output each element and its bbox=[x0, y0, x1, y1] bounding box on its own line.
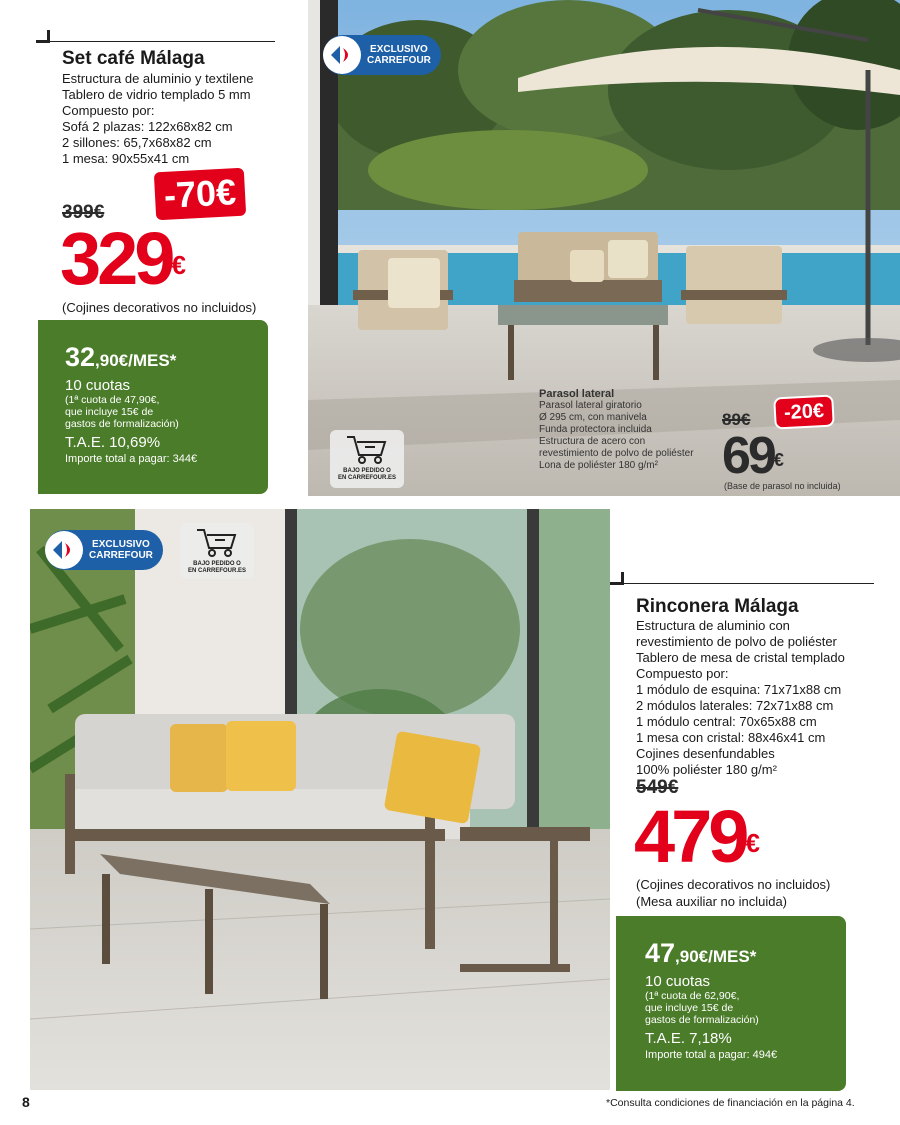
financing-monthly bbox=[645, 938, 846, 969]
page-number: 8 bbox=[22, 1094, 30, 1110]
financing-installments: 10 cuotas bbox=[645, 973, 711, 990]
spec-line: Parasol lateral giratorio bbox=[539, 400, 642, 411]
rinconera-note-1: (Cojines decorativos no incluidos) bbox=[636, 877, 831, 892]
exclusive-carrefour-badge bbox=[323, 35, 441, 75]
spec-line: 1 módulo de esquina: 71x71x88 cm bbox=[636, 682, 842, 697]
rinconera-specs bbox=[636, 618, 845, 778]
parasol-discount-badge: -20€ bbox=[775, 397, 832, 428]
financing-monthly bbox=[65, 342, 268, 373]
rinconera-old-price: 549€ bbox=[636, 777, 679, 798]
spec-line: 1 mesa: 90x55x41 cm bbox=[62, 151, 190, 166]
cafe-set-discount-badge: -70€ bbox=[154, 168, 246, 221]
order-tag-line1: BAJO PEDIDO O bbox=[343, 468, 391, 474]
cafe-set-note: (Cojines decorativos no incluidos) bbox=[62, 300, 257, 315]
price-currency: € bbox=[773, 450, 784, 470]
exclusive-line1: EXCLUSIVO bbox=[370, 44, 428, 55]
financing-tae: T.A.E. 10,69% bbox=[65, 434, 161, 451]
cafe-set-title: Set café Málaga bbox=[62, 48, 205, 69]
spec-line: 2 módulos laterales: 72x71x88 cm bbox=[636, 698, 834, 713]
spec-line: Tablero de mesa de cristal templado bbox=[636, 650, 845, 665]
order-tag-line2: EN CARREFOUR.ES bbox=[187, 568, 246, 574]
spec-line: Funda protectora incluida bbox=[539, 424, 652, 435]
rinconera-photo bbox=[30, 509, 610, 1090]
financing-installments: 10 cuotas bbox=[65, 377, 131, 394]
parasol-note: (Base de parasol no incluida) bbox=[724, 481, 841, 491]
financing-total: Importe total a pagar: 344€ bbox=[65, 453, 198, 465]
price-currency: € bbox=[745, 828, 760, 858]
price-value: 329 bbox=[60, 217, 172, 300]
financing-detail: (1ª cuota de 47,90€, bbox=[65, 394, 160, 406]
rinconera-financing-box bbox=[616, 916, 846, 1091]
spec-line: Cojines desenfundables bbox=[636, 746, 775, 761]
spec-line: revestimiento de polvo de poliéster bbox=[636, 634, 837, 649]
spec-line: 1 módulo central: 70x65x88 cm bbox=[636, 714, 817, 729]
carrefour-logo-icon bbox=[45, 531, 83, 569]
shopping-cart-icon bbox=[345, 433, 389, 465]
spec-line: 1 mesa con cristal: 88x46x41 cm bbox=[636, 730, 826, 745]
financing-detail: (1ª cuota de 62,90€, bbox=[645, 990, 740, 1002]
parasol-block bbox=[539, 388, 694, 472]
order-tag-line2: EN CARREFOUR.ES bbox=[337, 475, 396, 481]
order-online-tag bbox=[180, 523, 254, 579]
parasol-price bbox=[722, 427, 784, 485]
spec-line: Estructura de aluminio con bbox=[636, 618, 790, 633]
spec-line: Estructura de aluminio y textilene bbox=[62, 71, 254, 86]
parasol-old-price: 89€ bbox=[722, 410, 751, 429]
monthly-int: 32 bbox=[65, 342, 96, 372]
title-rule bbox=[624, 583, 874, 584]
cafe-set-price bbox=[60, 217, 186, 300]
monthly-dec: ,90€/MES* bbox=[95, 351, 177, 370]
financing-tae: T.A.E. 7,18% bbox=[645, 1030, 732, 1047]
carrefour-logo-icon bbox=[323, 36, 361, 74]
financing-detail: gastos de formalización) bbox=[65, 418, 179, 430]
rinconera-title: Rinconera Málaga bbox=[636, 596, 799, 617]
financing-detail: que incluye 15€ de bbox=[65, 406, 154, 418]
price-value: 69 bbox=[722, 427, 774, 485]
rinconera-price bbox=[634, 795, 760, 878]
spec-line: 2 sillones: 65,7x68x82 cm bbox=[62, 135, 212, 150]
parasol-title: Parasol lateral bbox=[539, 388, 615, 400]
cafe-set-specs bbox=[62, 71, 253, 167]
exclusive-line2: CARREFOUR bbox=[367, 55, 431, 66]
monthly-dec: ,90€/MES* bbox=[675, 947, 757, 966]
spec-line: Lona de poliéster 180 g/m² bbox=[539, 460, 658, 471]
spec-line: revestimiento de polvo de poliéster bbox=[539, 448, 694, 459]
exclusive-line2: CARREFOUR bbox=[89, 550, 153, 561]
spec-line: 100% poliéster 180 g/m² bbox=[636, 762, 777, 777]
shopping-cart-icon bbox=[195, 526, 239, 558]
financing-detail: gastos de formalización) bbox=[645, 1014, 759, 1026]
price-currency: € bbox=[171, 250, 186, 280]
spec-line: Tablero de vidrio templado 5 mm bbox=[62, 87, 251, 102]
cafe-set-old-price: 399€ bbox=[62, 202, 105, 223]
spec-line: Compuesto por: bbox=[636, 666, 729, 681]
financing-detail: que incluye 15€ de bbox=[645, 1002, 734, 1014]
exclusive-line1: EXCLUSIVO bbox=[92, 539, 150, 550]
spec-line: Estructura de acero con bbox=[539, 436, 646, 447]
order-online-tag bbox=[330, 430, 404, 488]
spec-line: Sofá 2 plazas: 122x68x82 cm bbox=[62, 119, 233, 134]
financing-total: Importe total a pagar: 494€ bbox=[645, 1049, 778, 1061]
rinconera-note-2: (Mesa auxiliar no incluida) bbox=[636, 894, 788, 909]
monthly-int: 47 bbox=[645, 938, 676, 968]
spec-line: Compuesto por: bbox=[62, 103, 155, 118]
spec-line: Ø 295 cm, con manivela bbox=[539, 412, 647, 423]
cafe-set-financing-box bbox=[38, 320, 268, 494]
order-tag-line1: BAJO PEDIDO O bbox=[193, 561, 241, 567]
price-value: 479 bbox=[634, 795, 746, 878]
title-rule bbox=[50, 41, 275, 42]
financing-footnote: *Consulta condiciones de financiación en la página 4. bbox=[606, 1097, 855, 1109]
exclusive-carrefour-badge bbox=[45, 530, 163, 570]
